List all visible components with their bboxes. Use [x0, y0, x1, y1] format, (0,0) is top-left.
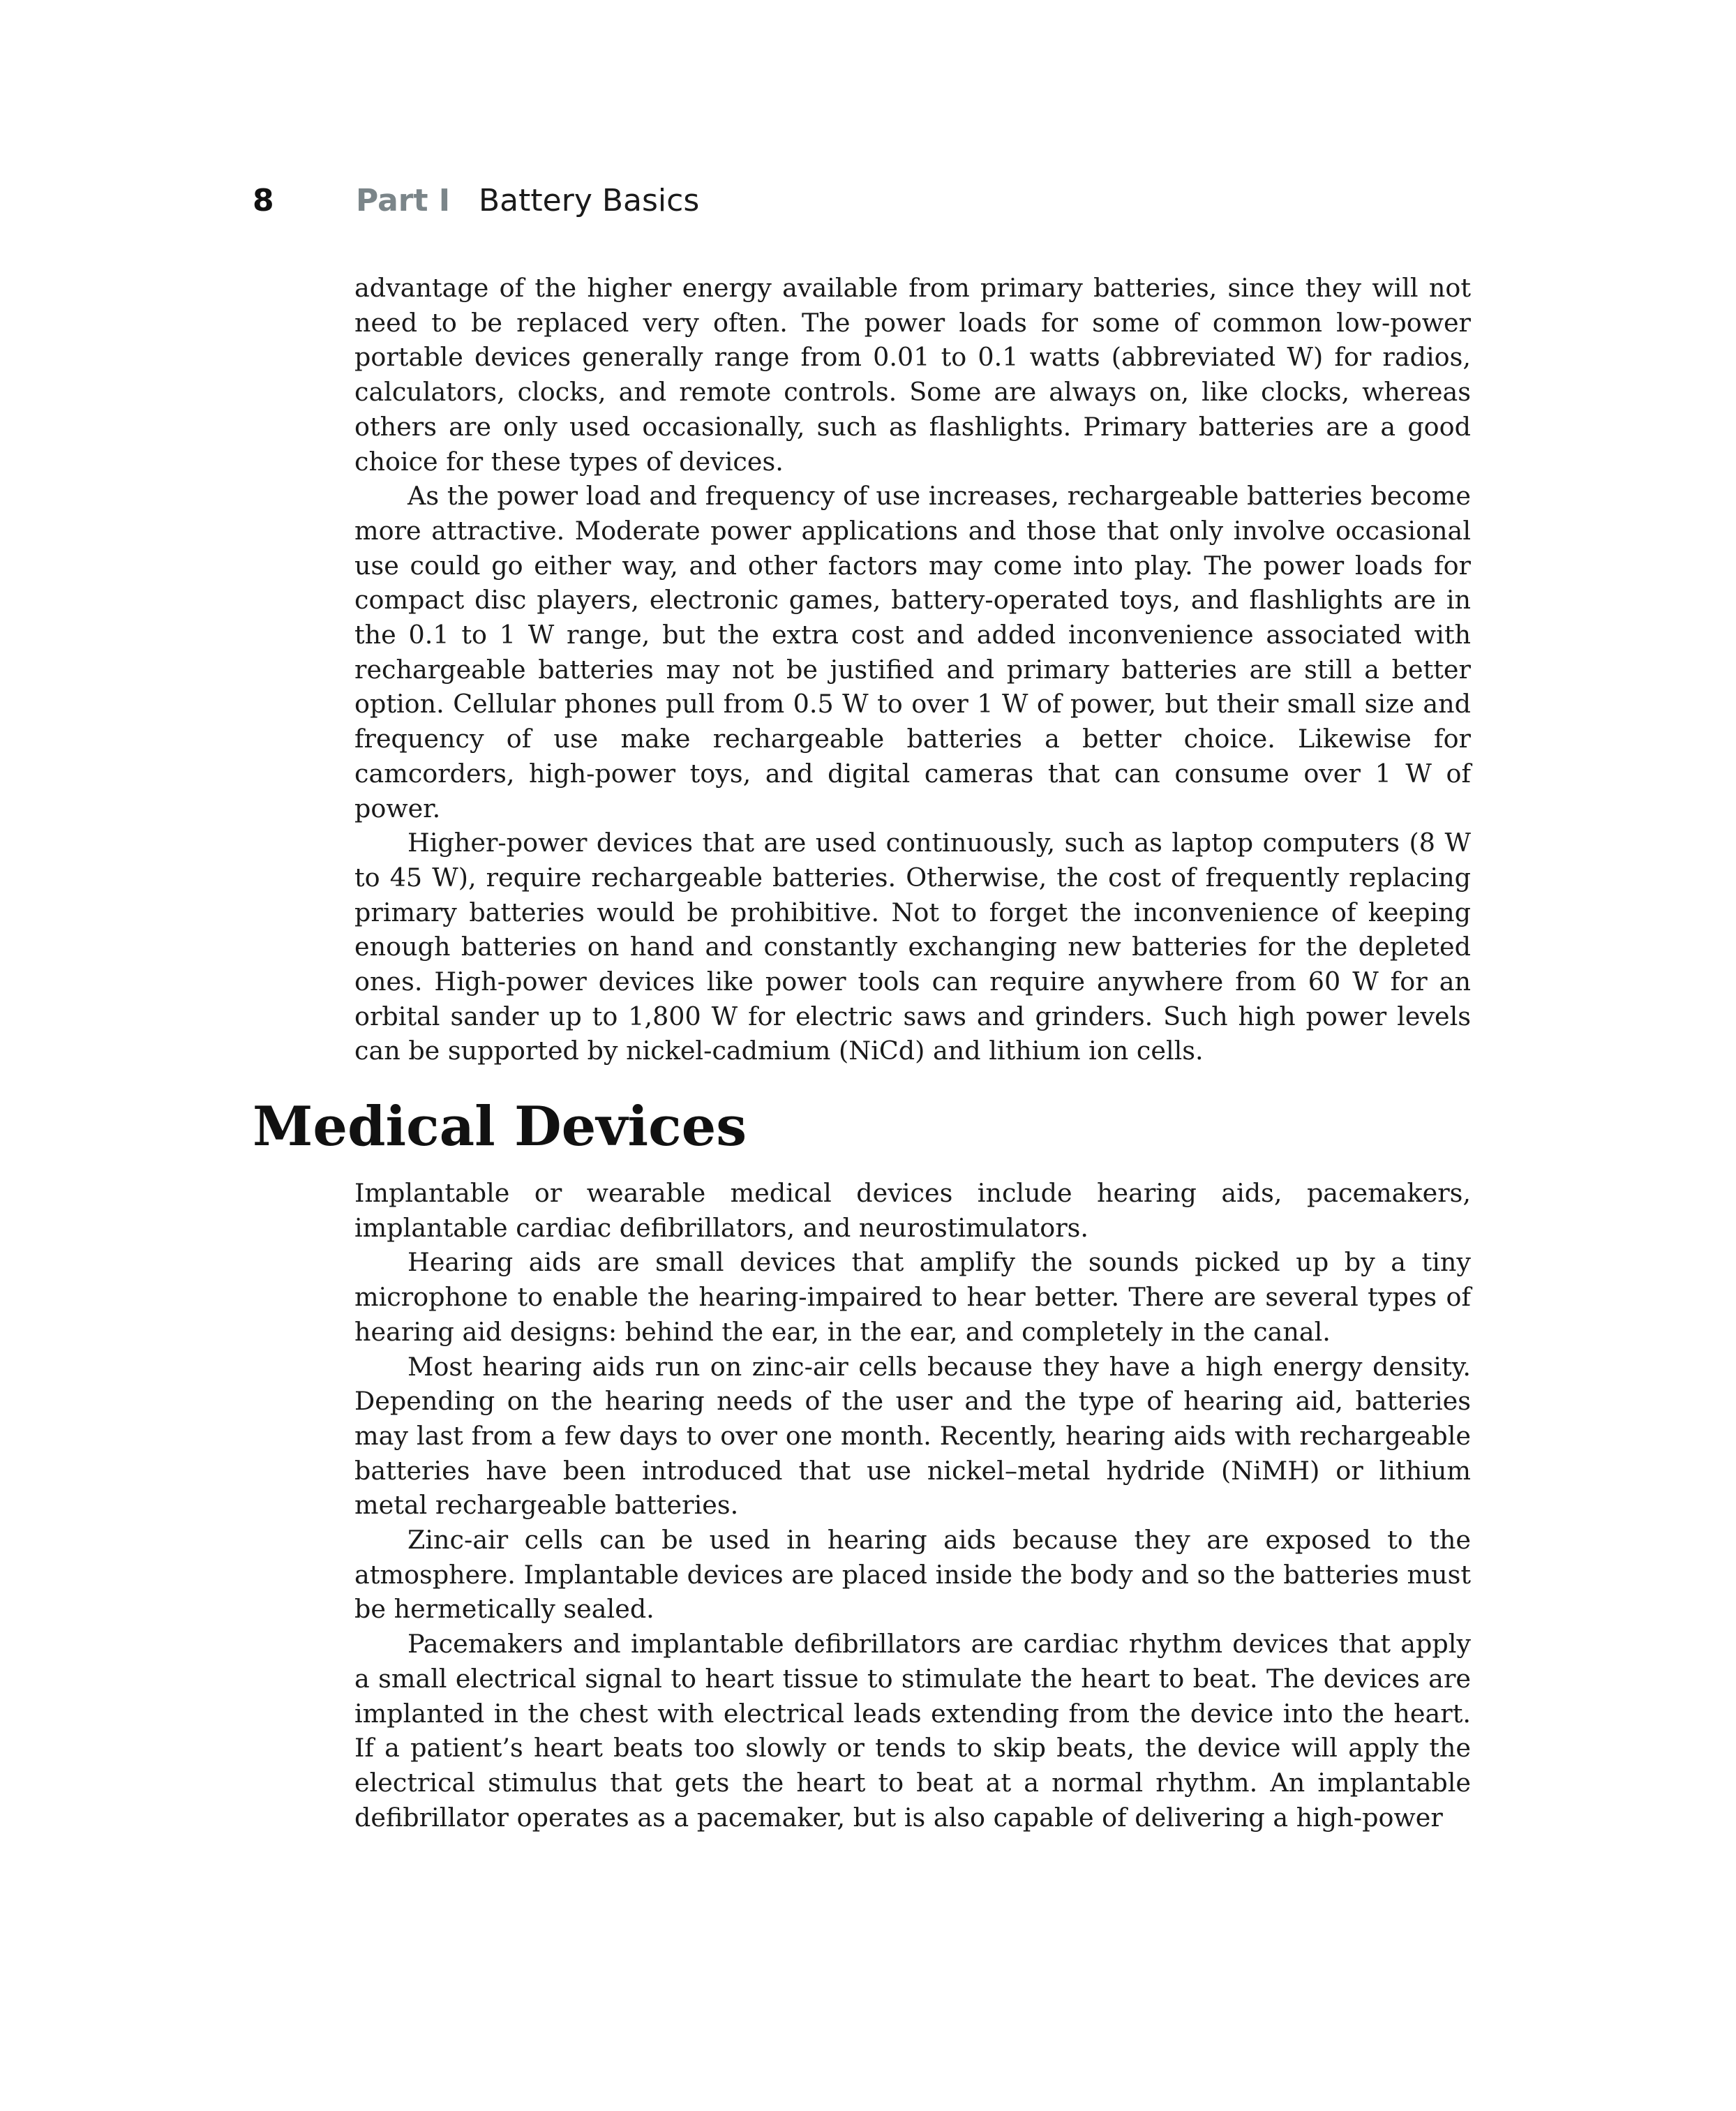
part-label: Part I	[356, 183, 451, 218]
intro-text	[354, 271, 1471, 1068]
part-title: Battery Basics	[479, 183, 700, 218]
paragraph-hermetic: Zinc-air cells can be used in hearing aids because they are exposed to the atmosphere. Implantable devices are placed inside the body and so the batteries must be hermetically sealed.	[354, 1525, 1471, 1625]
paragraph-continued: advantage of the higher energy available from primary batteries, since they will not need to be replaced very often. The power loads for some of common low-power portable devices generally range from 0.01 to 0.1 watts (abbreviated W) for radios, calculators, clocks, and remote controls. Some are always on, like clocks, whereas others are only used occasionally, such as flashlights. Primary batteries are a good choice for these types of devices.	[354, 273, 1471, 477]
running-head	[253, 180, 1509, 222]
paragraph-pacemakers: Pacemakers and implantable defibrillators are cardiac rhythm devices that apply a small electrical signal to heart tissue to stimulate the heart to beat. The devices are implanted in the chest with electrical leads extending from the device into the heart. If a patient’s heart beats too slowly or tends to skip beats, the device will apply the electrical stimulus that gets the heart to beat at a normal rhythm. An implantable defibrillator operates as a pacemaker, but is also capable of delivering a high-power	[354, 1629, 1471, 1833]
section-heading: Medical Devices	[253, 1095, 747, 1158]
page-number: 8	[253, 183, 274, 218]
paragraph-zinc-air: Most hearing aids run on zinc-air cells because they have a high energy density. Depending on the hearing needs of the user and the type of hearing aid, batteries may last from a few days to over one month. Recently, hearing aids with rechargeable batteries have been introduced that use nickel–metal hydride (NiMH) or lithium metal rechargeable batteries.	[354, 1351, 1471, 1521]
paragraph-power-load: As the power load and frequency of use increases, rechargeable batteries become more attractive. Moderate power applications and those that only involve occasional use could go either way, and other factors may come into play. The power loads for compact disc players, electronic games, battery-operated toys, and flashlights are in the 0.1 to 1 W range, but the extra cost and added inconvenience associated with rechargeable batteries may not be justified and primary batteries are still a better option. Cellular phones pull from 0.5 W to over 1 W of power, but their small size and frequency of use make rechargeable batteries a better choice. Likewise for camcorders, high-power toys, and digital cameras that can consume over 1 W of power.	[354, 481, 1471, 823]
paragraph-implantable: Implantable or wearable medical devices include hearing aids, pacemakers, implantable cardiac defibrillators, and neurostimulators.	[354, 1178, 1471, 1243]
paragraph-higher-power: Higher-power devices that are used continuously, such as laptop computers (8 W to 45 W), require rechargeable batteries. Otherwise, the cost of frequently replacing primary batteries would be prohibitive. Not to forget the inconvenience of keeping enough batteries on hand and constantly exchanging new batteries for the depleted ones. High-power devices like power tools can require anywhere from 60 W for an orbital sander up to 1,800 W for electric saws and grinders. Such high power levels can be supported by nickel-cadmium (NiCd) and lithium ion cells.	[354, 828, 1471, 1066]
medical-devices-text	[354, 1176, 1471, 1835]
paragraph-hearing-aids: Hearing aids are small devices that amplify the sounds picked up by a tiny microphone to enable the hearing-impaired to hear better. There are several types of hearing aid designs: behind the ear, in the ear, and completely in the canal.	[354, 1247, 1471, 1347]
